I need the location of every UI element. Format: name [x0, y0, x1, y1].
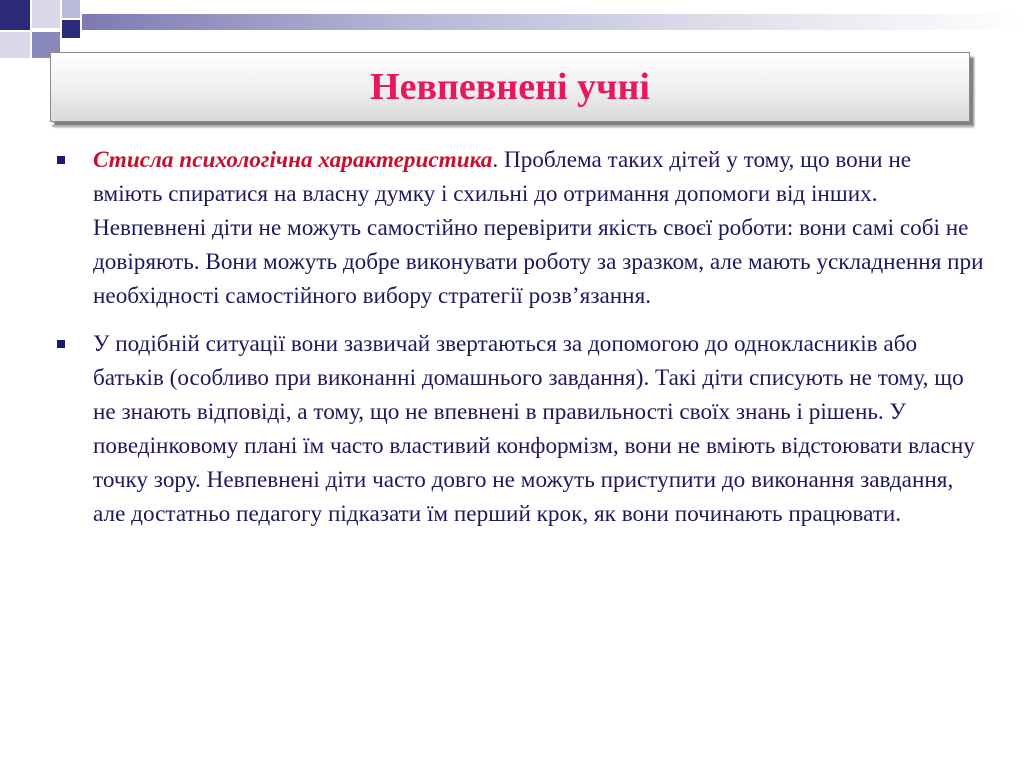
- bullet-text: [93, 143, 985, 313]
- bullet-body: Проблема таких дітей у тому, що вони не вміють спиратися на власну думку і схильні до отримання допомоги від інших. Невпевнені діти не можуть самостійно перевірити якість своєї роботи: вони самі собі не довіряють. Вони можуть добре виконувати роботу за зразком, але мають ускладнення при необхідності самостійного вибору стратегії розв’язання.: [93, 147, 984, 309]
- bullet-body: У подібній ситуації вони зазвичай звертаються за допомогою до однокласників або батьків (особливо при виконанні домашнього завдання). Такі діти списують не тому, що не знають відповіді, а тому, що не впевнені в правильності своїх знань і рішень. У поведінковому плані їм часто властивий конформізм, вони не вміють відстоювати власну точку зору. Невпевнені діти часто довго не можуть приступити до виконання завдання, але достатньо педагогу підказати їм перший крок, як вони починають працювати.: [93, 331, 975, 527]
- top-gradient-band: [82, 14, 1024, 30]
- title-box: [50, 52, 970, 122]
- bullet-text: [93, 327, 985, 531]
- corner-square-decoration: [0, 32, 30, 58]
- square-bullet-icon: [57, 156, 65, 164]
- square-bullet-icon: [57, 340, 65, 348]
- slide-content: [55, 143, 985, 545]
- title-divider: [52, 125, 972, 127]
- corner-square-decoration: [62, 20, 80, 38]
- bullet-lead: Стисла психологічна характеристика: [93, 147, 493, 173]
- slide-title: Невпевнені учні: [370, 66, 650, 108]
- bullet-lead-punct: .: [492, 147, 499, 173]
- bullet-item: [55, 143, 985, 313]
- bullet-item: [55, 327, 985, 531]
- corner-square-decoration: [0, 0, 30, 30]
- corner-square-decoration: [32, 0, 60, 28]
- corner-square-decoration: [62, 0, 80, 18]
